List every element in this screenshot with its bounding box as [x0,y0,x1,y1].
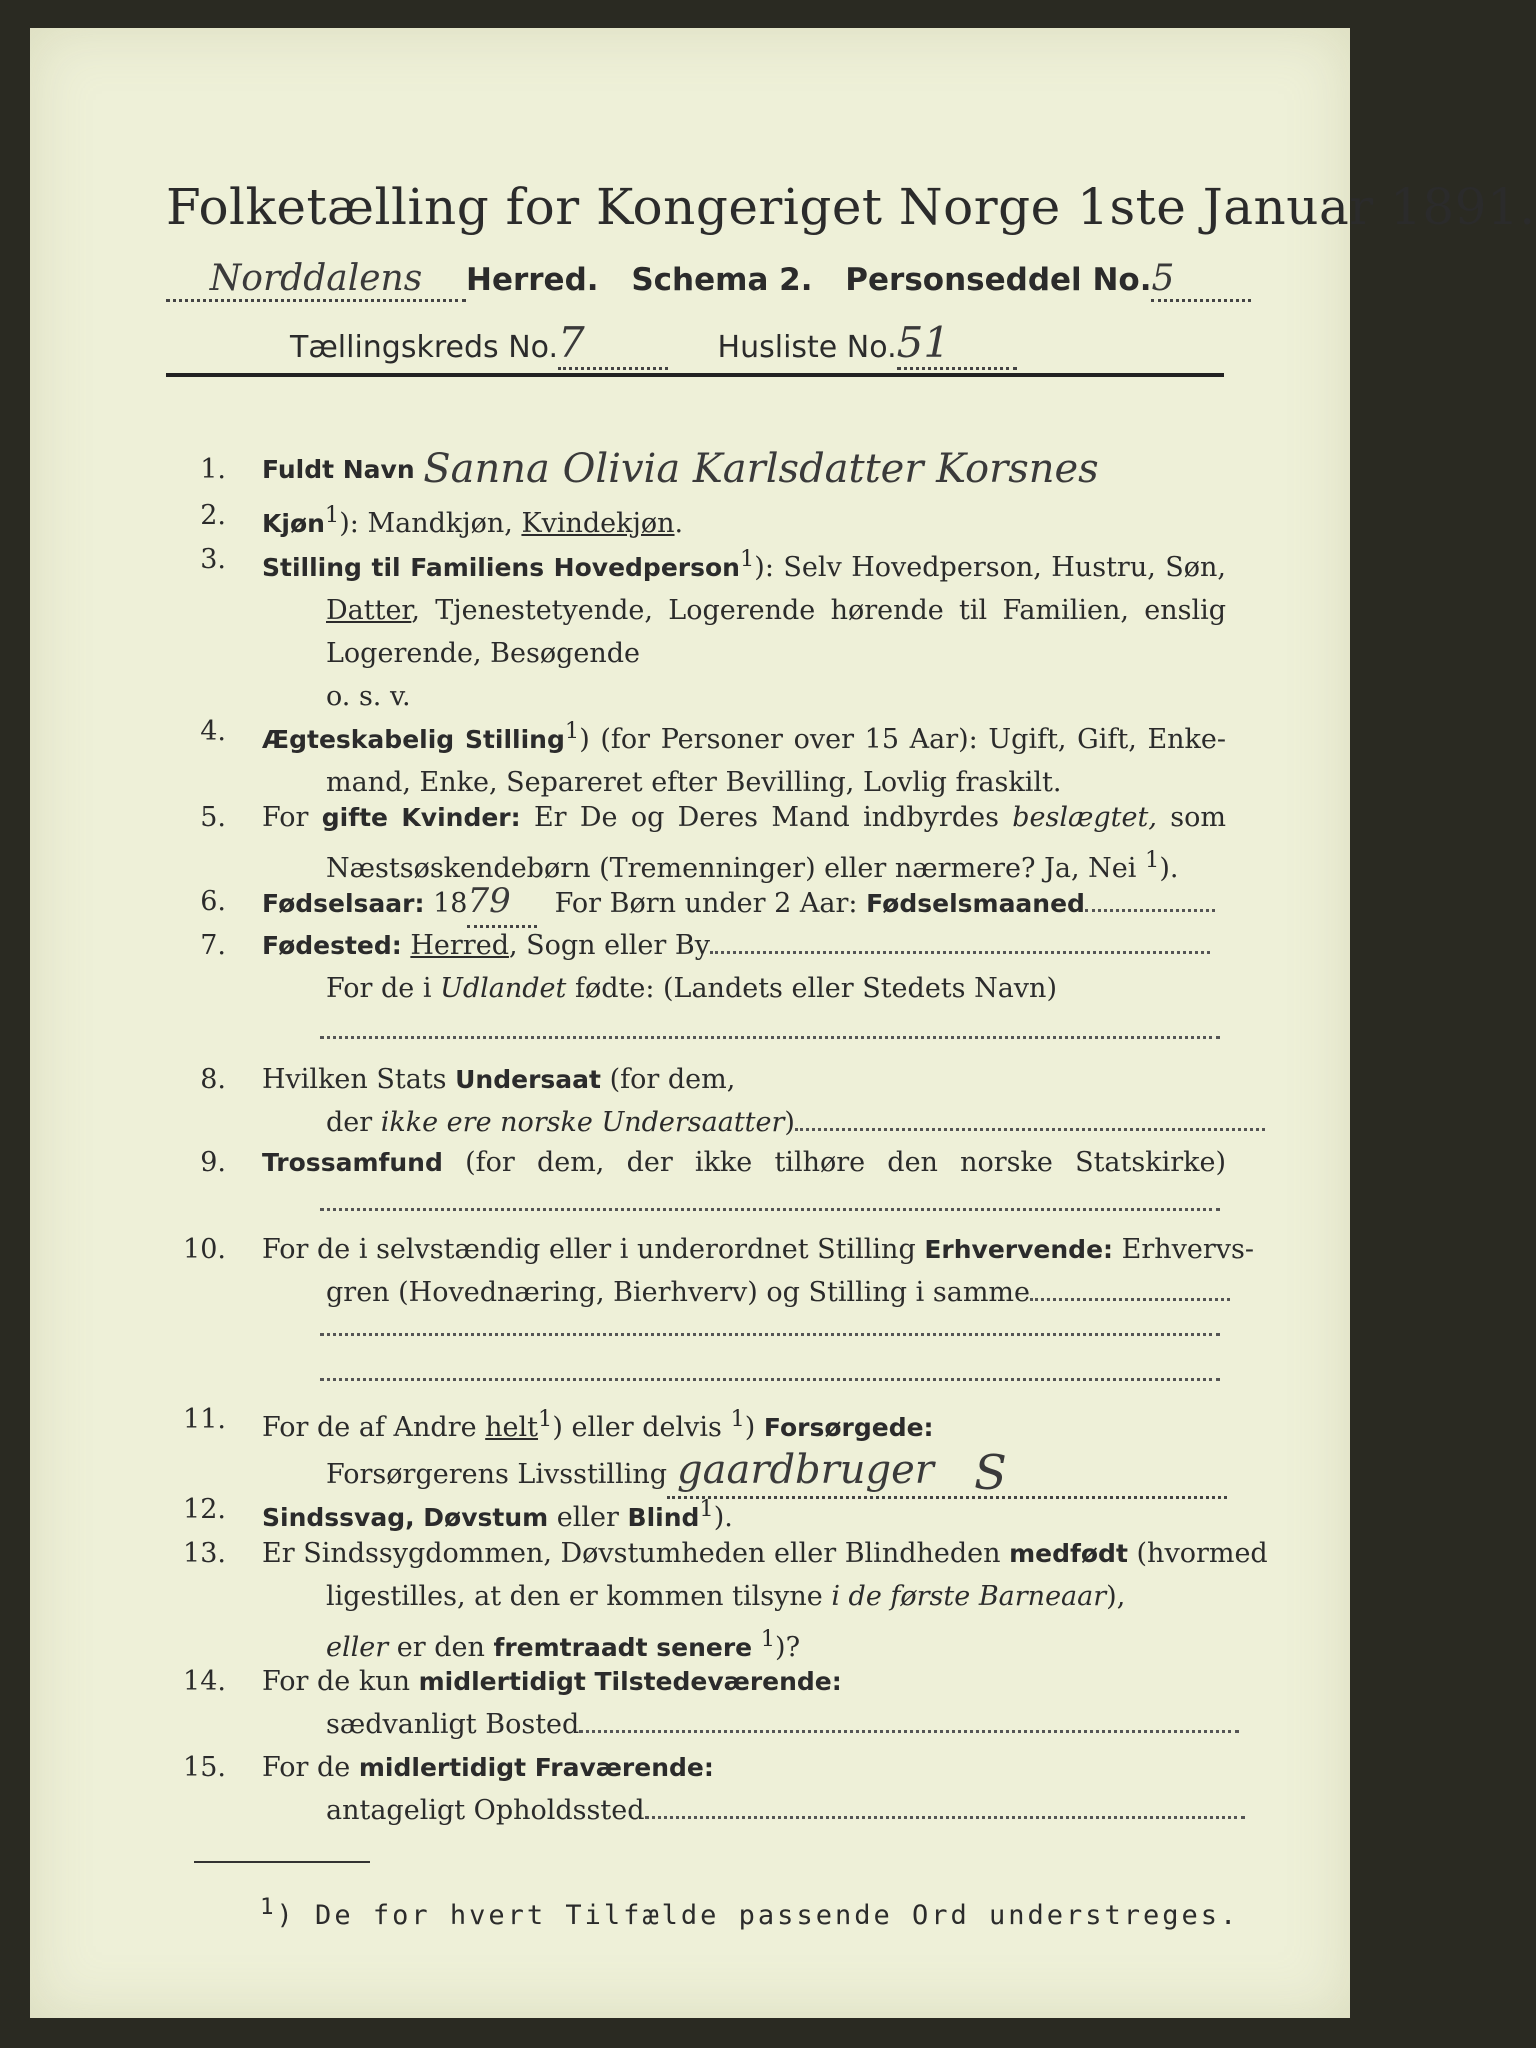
item-text-part: ) eller delvis [552,1412,722,1443]
form-subheader-row [290,318,1190,370]
item-number: 2. [200,500,226,531]
item-text-part: Er De og Deres Mand indbyrdes [533,802,999,833]
herred-label: Herred. [466,262,599,298]
item-number: 13. [183,1538,226,1569]
selected-option: Datter [326,595,412,626]
item-text-part: Udlandet [440,973,567,1004]
item-number: 10. [183,1234,226,1265]
item-text-part: ikke ere norske Undersaatter [380,1107,785,1138]
tellingskreds-label: Tællingskreds No. [290,330,558,365]
footnote-marker: 1 [760,1626,776,1652]
item-text-part: , Sogn eller By [508,930,710,961]
occupation-field-line-2 [320,1333,1220,1336]
provider-occupation-answer: gaardbruger [677,1447,934,1493]
item-text-part: fødte: (Landets eller Stedets Navn) [574,973,1057,1004]
husliste-field [897,318,1017,370]
item-text-part: (hvormed [1136,1538,1268,1569]
item-text-part: . [674,508,684,539]
item-label: Stilling til Familiens Hovedperson [262,553,740,582]
header-divider [166,373,1224,377]
footnote-marker: 1 [324,502,340,528]
occupation-field-line-3 [320,1378,1220,1381]
item-text [262,710,1226,804]
item-text [262,880,1226,928]
item-number: 3. [200,544,226,575]
item-text-part: Er Sindssygdommen, Døvstumheden eller Blindheden [262,1538,1001,1569]
footnote-marker: 1 [1145,847,1160,873]
footnote-marker: 1 [260,1894,277,1920]
footnote-marker: 1 [739,546,755,572]
item-text-part: For [262,802,309,833]
item-label: fremtraadt senere [493,1633,753,1662]
item-number: 5. [200,802,226,833]
item-text-part: (for dem, der ikke tilhøre den norske Statskirke) [465,1147,1226,1178]
item-text [262,924,1226,1010]
presumed-residence-field [645,1806,1245,1819]
census-form [30,28,1536,2018]
item-number: 15. [183,1752,226,1783]
selected-option: Kvindekjøn [521,508,675,539]
item-text-part: o. s. v. [326,681,411,712]
item-text-part: For Børn under 2 Aar: [554,888,858,919]
birth-year-answer: 79 [467,881,511,921]
item-text-part: som [1170,802,1226,833]
item-label: Kjøn [262,509,325,538]
item-text-part: Logerende, Besøgende [326,638,640,669]
item-text-part: er den [396,1632,485,1663]
item-text-part: ligestilles, at den er kommen tilsyne [326,1581,823,1612]
item-text-part: ), [1106,1581,1126,1612]
husliste-number: 51 [896,318,951,367]
tellingskreds-field [558,318,668,370]
item-text-part: , Tjenestetyende, Logerende hørende til Familien, enslig [411,595,1226,626]
item-text-part: For de [262,1752,351,1783]
item-text-part: ). [1159,853,1179,884]
item-text-part: For de af Andre [262,1412,477,1443]
item-label: Undersaat [455,1065,601,1094]
item-text-part: sædvanligt Bosted [326,1709,580,1740]
birthplace-field [710,941,1210,954]
item-label: Erhvervende: [924,1235,1114,1264]
footnote-marker: 1 [699,1496,714,1522]
item-number: 4. [200,716,226,747]
footnote [260,1894,1239,1931]
item-number: 1. [200,454,226,485]
item-number: 8. [200,1064,226,1095]
footnote-marker: 1 [564,718,580,744]
form-header-row [166,258,1226,302]
usual-residence-field [579,1720,1239,1733]
item-text [262,538,1226,718]
item-text-part: ) [784,1107,795,1138]
full-name-answer: Sanna Olivia Karlsdatter Korsnes [423,446,1099,492]
item-text-part: Erhvervs- [1121,1234,1255,1265]
citizenship-field [795,1118,1265,1131]
item-text-part: Forsørgerens Livsstilling [326,1459,668,1490]
item-text-part: ). [713,1502,733,1533]
item-text-part: (for dem, [609,1064,736,1095]
personseddel-label: Personseddel No. [845,262,1152,298]
item-text-part: For de i [326,973,432,1004]
personseddel-field [1151,258,1251,302]
tellingskreds-number: 7 [558,318,585,367]
item-text-part: eller [326,1632,389,1663]
item-text-part: Næstsøskendebørn (Tremenninger) eller nærmere? Ja, Nei [326,853,1137,884]
footnote-text: ) De for hvert Tilfælde passende Ord understreges. [276,1900,1240,1931]
item-text [262,1532,1268,1669]
item-text [262,796,1226,890]
handwritten-mark: S [973,1445,1007,1501]
herred-name-field [166,258,466,302]
item-text-part: beslægtet, [1012,802,1157,833]
item-label: Fødselsmaaned [866,889,1085,918]
item-label: Fødselsaar: [262,889,425,918]
item-number: 6. [200,886,226,917]
footnote-marker: 1 [538,1406,553,1432]
footnote-divider [194,1861,370,1863]
item-text [262,1398,1226,1499]
item-label: Fødested: [262,931,402,960]
item-text-part: For de kun [262,1666,410,1697]
item-text-part: For de i selvstændig eller i underordnet Stilling [262,1234,916,1265]
item-text [262,448,1226,491]
selected-option: Herred [410,930,509,961]
item-label: Ægteskabelig Stilling [262,725,565,754]
birth-year-field [467,880,537,928]
item-text-part: )? [775,1632,801,1663]
personseddel-number: 5 [1151,258,1175,299]
item-label: midlertidigt Fraværende: [358,1753,714,1782]
item-number: 14. [183,1666,226,1697]
item-text-part: ) (for Personer over 15 Aar): Ugift, Gift, Enke- [579,724,1226,755]
item-label: Blind [627,1503,700,1532]
item-label: Trossamfund [262,1148,443,1177]
item-text-part: mand, Enke, Separeret efter Bevilling, Lovlig fraskilt. [326,767,1062,798]
occupation-field [1030,1288,1230,1301]
item-text-part: i de første Barneaar [831,1581,1107,1612]
item-text-part: ): Mandkjøn, [339,508,513,539]
item-text [262,1058,1226,1144]
birth-month-field [1085,899,1215,912]
item-text-part: antageligt Opholdssted [326,1795,645,1826]
item-label: gifte Kvinder: [321,803,521,832]
item-number: 12. [183,1494,226,1525]
item-label: medfødt [1009,1539,1128,1568]
item-number: 7. [200,930,226,961]
item-text-part: Hvilken Stats [262,1064,447,1095]
year-prefix: 18 [433,888,468,919]
herred-name: Norddalens [209,258,423,299]
item-number: 9. [200,1147,226,1178]
form-title: Folketælling for Kongeriget Norge 1ste Januar 1891. [166,178,1536,236]
schema-label: Schema 2. [631,262,813,298]
item-number: 11. [183,1404,226,1435]
item-text-part: der [326,1107,373,1138]
item-text [262,1228,1255,1314]
item-text [262,1141,1226,1184]
item-label: Fuldt Navn [262,455,415,484]
item-label: Sindssvag, Døvstum [262,1503,549,1532]
birthplace-abroad-field [320,1036,1220,1039]
selected-option: helt [485,1412,539,1443]
item-text-part: ) [744,1412,756,1443]
item-text [262,1660,1226,1746]
item-label: midlertidigt Tilstedeværende: [418,1667,842,1696]
item-text [262,1746,1226,1832]
item-text-part: eller [556,1502,619,1533]
religion-field [320,1208,1220,1211]
item-text-part: gren (Hovednæring, Bierhverv) og Stilling i samme [326,1277,1031,1308]
item-label: Forsørgede: [763,1413,934,1442]
footnote-marker: 1 [730,1406,745,1432]
item-text-part: ): Selv Hovedperson, Hustru, Søn, [754,552,1227,583]
husliste-label: Husliste No. [717,330,897,365]
